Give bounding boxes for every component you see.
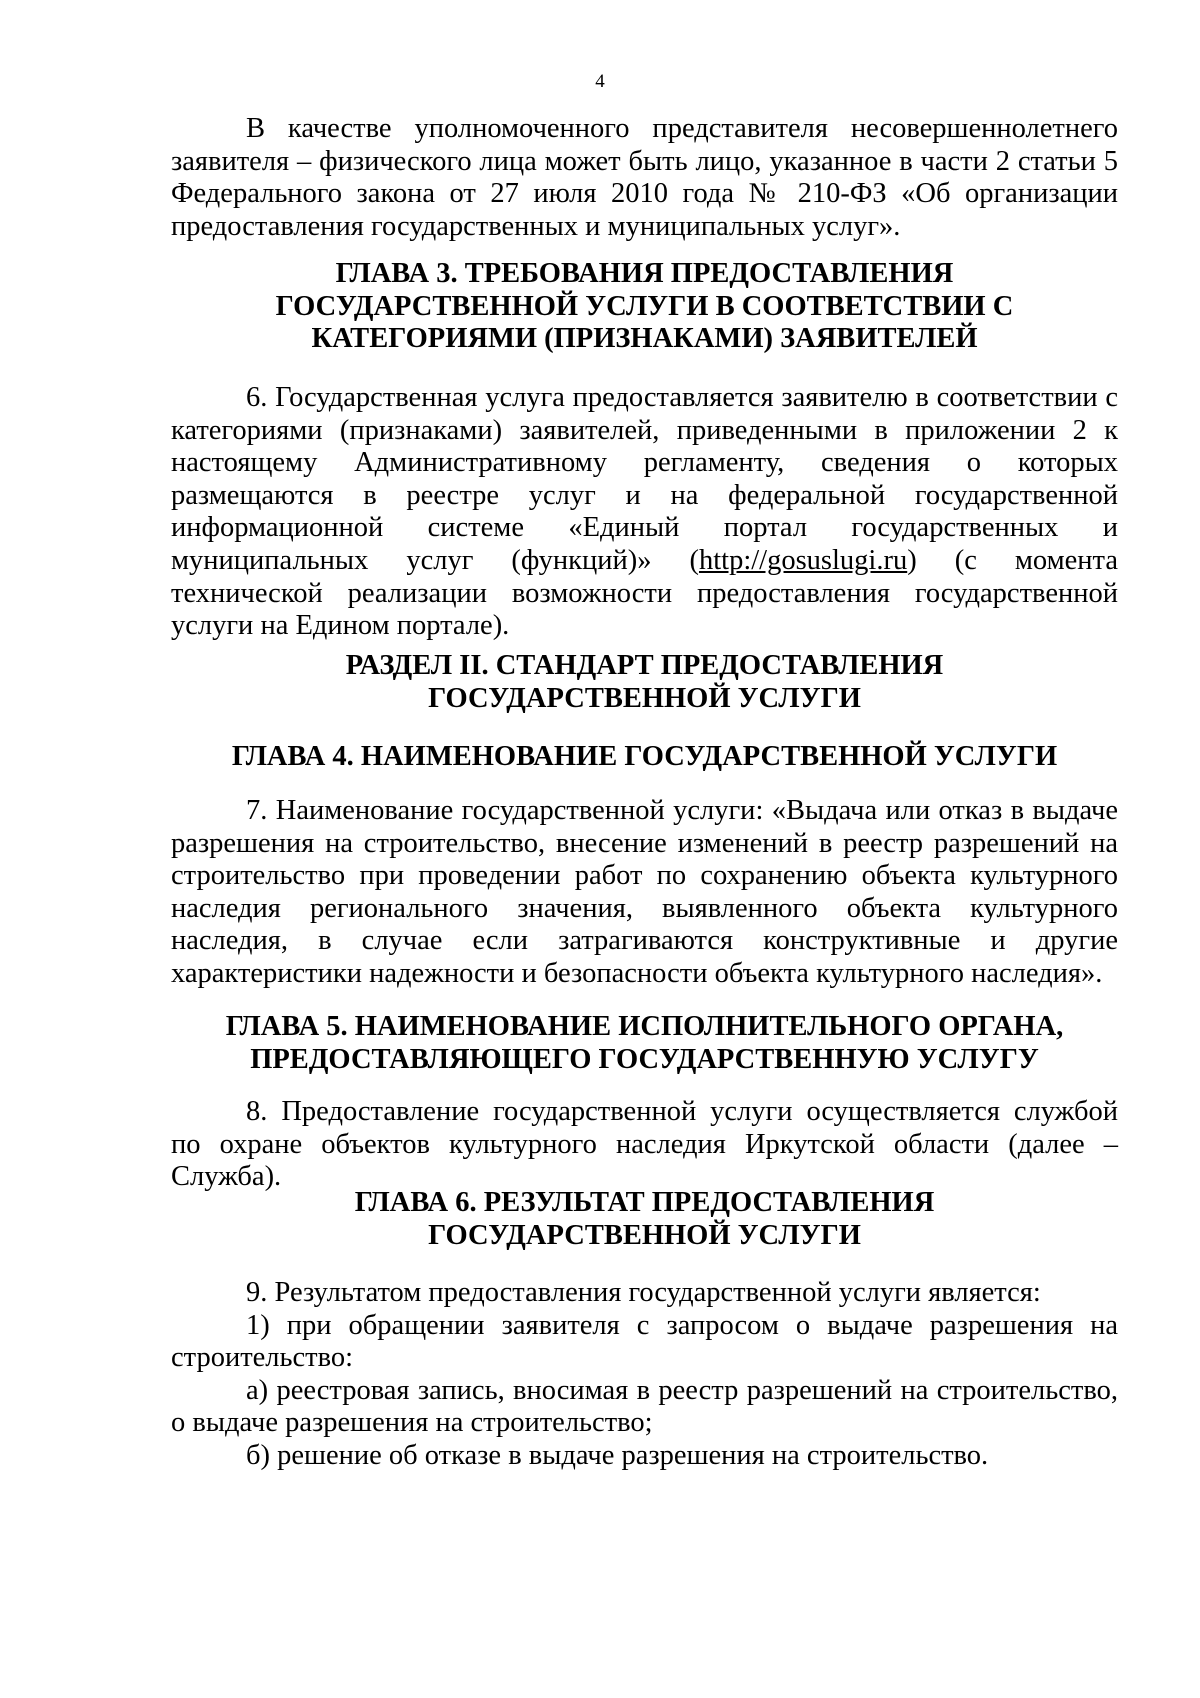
paragraph-9 <box>171 1277 1118 1473</box>
heading-line: РАЗДЕЛ II. СТАНДАРТ ПРЕДОСТАВЛЕНИЯ <box>345 650 944 681</box>
heading-line: ГЛАВА 6. РЕЗУЛЬТАТ ПРЕДОСТАВЛЕНИЯ <box>354 1187 935 1218</box>
heading-line: ГЛАВА 3. ТРЕБОВАНИЯ ПРЕДОСТАВЛЕНИЯ <box>335 258 954 289</box>
paragraph-text: а) реестровая запись, вносимая в реестр разрешений на строительство, о выдаче разрешения на строительство; <box>171 1374 1118 1439</box>
chapter-4-heading <box>171 741 1118 774</box>
paragraph-8 <box>171 1096 1118 1194</box>
paragraph-7 <box>171 795 1118 991</box>
paragraph-representative <box>171 113 1118 243</box>
paragraph-text <box>171 382 1118 643</box>
heading-line: ГЛАВА 5. НАИМЕНОВАНИЕ ИСПОЛНИТЕЛЬНОГО ОРГАНА, <box>225 1011 1064 1042</box>
heading-line: ГЛАВА 4. НАИМЕНОВАНИЕ ГОСУДАРСТВЕННОЙ УСЛУГИ <box>231 741 1058 772</box>
paragraph-text: 1) при обращении заявителя с запросом о выдаче разрешения на строительство: <box>171 1309 1118 1374</box>
page-number: 4 <box>595 71 605 92</box>
paragraph-6-text-end: ) (с момента технической реализации возможности предоставления государственной услуги на Едином портале). <box>171 544 1118 642</box>
paragraph-6-text-start: 6. Государственная услуга предоставляется заявителю в соответствии с категориями (признаками) заявителей, приведенными в приложении 2 к настоящему Административному регламенту, сведения о которых размещаются в реестре услуг и на федеральной государственной информационной системе «Единый портал государственных и муниципальных услуг (функций)» ( <box>171 382 1118 576</box>
paragraph-text: 9. Результатом предоставления государственной услуги является: <box>246 1277 1041 1308</box>
chapter-3-heading <box>171 258 1118 356</box>
heading-line: ГОСУДАРСТВЕННОЙ УСЛУГИ В СООТВЕТСТВИИ С <box>275 290 1014 322</box>
chapter-6-heading <box>171 1187 1118 1252</box>
heading-line: КАТЕГОРИЯМИ (ПРИЗНАКАМИ) ЗАЯВИТЕЛЕЙ <box>311 323 978 355</box>
paragraph-text: 7. Наименование государственной услуги: «Выдача или отказ в выдаче разрешения на строительство, внесение изменений в реестр разрешений на строительство при проведении работ по сохранению объекта культурного наследия регионального значения, выявленного объекта культурного наследия, в случае если затрагиваются конструктивные и другие характеристики надежности и безопасности объекта культурного наследия». <box>171 795 1118 989</box>
heading-line: ГОСУДАРСТВЕННОЙ УСЛУГИ <box>428 682 861 714</box>
chapter-5-heading <box>171 1011 1118 1076</box>
heading-line: ПРЕДОСТАВЛЯЮЩЕГО ГОСУДАРСТВЕННУЮ УСЛУГУ <box>250 1043 1039 1075</box>
paragraph-text: б) решение об отказе в выдаче разрешения на строительство. <box>246 1439 989 1471</box>
paragraph-6 <box>171 382 1118 643</box>
gosuslugi-link[interactable]: http://gosuslugi.ru <box>698 544 908 576</box>
section-2-heading <box>171 650 1118 715</box>
paragraph-text: 8. Предоставление государственной услуги осуществляется службой по охране объектов культурного наследия Иркутской области (далее – Служба). <box>171 1096 1118 1193</box>
paragraph-text: В качестве уполномоченного представителя несовершеннолетнего заявителя – физического лица может быть лицо, указанное в части 2 статьи 5 Федерального закона от 27 июля 2010 года № 210-ФЗ «Об организации предоставления государственных и муниципальных услуг». <box>171 113 1118 242</box>
heading-line: ГОСУДАРСТВЕННОЙ УСЛУГИ <box>428 1219 861 1251</box>
